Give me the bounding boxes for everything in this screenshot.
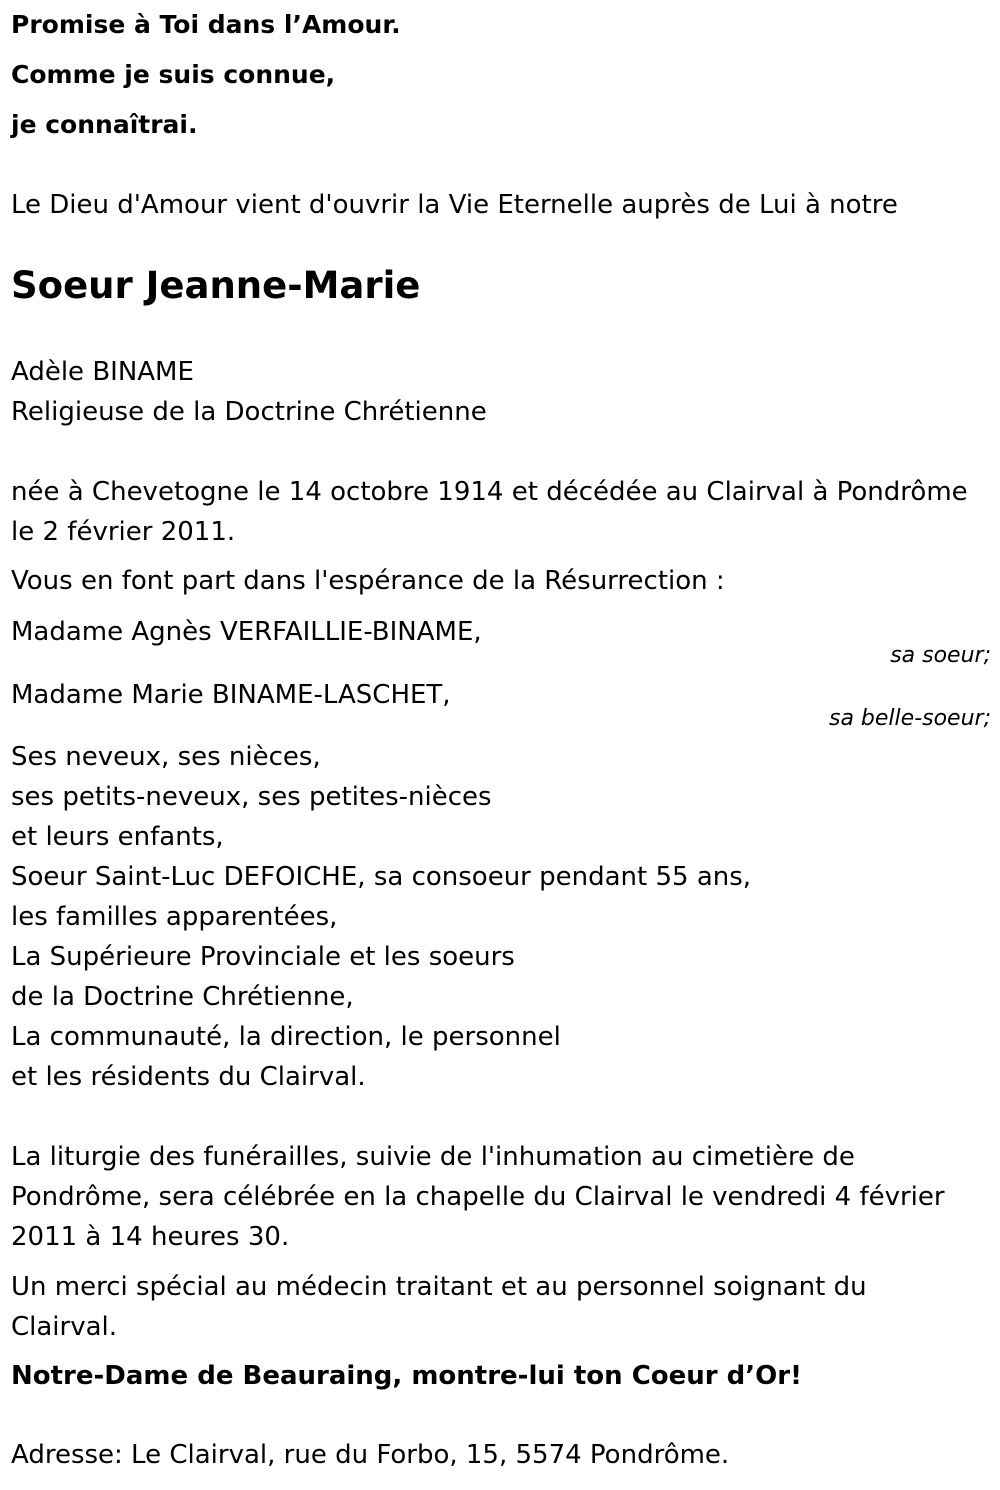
identity-block: [11, 352, 487, 432]
family-line: de la Doctrine Chrétienne,: [11, 982, 354, 1012]
relative-entry: [11, 612, 991, 668]
opening-verse: [11, 0, 401, 150]
birth-death-block: [11, 472, 968, 552]
family-line: La Supérieure Provinciale et les soeurs: [11, 942, 515, 972]
congregation: Religieuse de la Doctrine Chrétienne: [11, 397, 487, 427]
funeral-line: La liturgie des funérailles, suivie de l'inhumation au cimetière de: [11, 1142, 855, 1172]
civil-name: Adèle BINAME: [11, 357, 194, 387]
announcement-text: Vous en font part dans l'espérance de la Résurrection :: [11, 566, 725, 596]
family-line: les familles apparentées,: [11, 902, 338, 932]
family-line: et les résidents du Clairval.: [11, 1062, 366, 1092]
family-list: [11, 737, 751, 1097]
family-line: La communauté, la direction, le personnel: [11, 1022, 561, 1052]
deceased-name: Soeur Jeanne-Marie: [11, 264, 421, 307]
funeral-line: Pondrôme, sera célébrée en la chapelle du Clairval le vendredi 4 février: [11, 1182, 945, 1212]
relative-relation: sa belle-soeur;: [829, 706, 991, 731]
relative-entry: [11, 675, 991, 731]
relative-name: Madame Marie BINAME-LASCHET,: [11, 680, 451, 710]
funeral-details: [11, 1137, 945, 1257]
relative-relation: sa soeur;: [890, 643, 991, 668]
thanks-line: Un merci spécial au médecin traitant et au personnel soignant du: [11, 1272, 867, 1302]
family-line: ses petits-neveux, ses petites-nièces: [11, 782, 492, 812]
address-line: Adresse: Le Clairval, rue du Forbo, 15, 5574 Pondrôme.: [11, 1440, 730, 1470]
birth-death-line: née à Chevetogne le 14 octobre 1914 et décédée au Clairval à Pondrôme: [11, 477, 968, 507]
intro-text: Le Dieu d'Amour vient d'ouvrir la Vie Eternelle auprès de Lui à notre: [11, 190, 898, 220]
birth-death-line: le 2 février 2011.: [11, 517, 236, 547]
funeral-line: 2011 à 14 heures 30.: [11, 1222, 290, 1252]
verse-line: je connaîtrai.: [11, 110, 198, 139]
closing-prayer: Notre-Dame de Beauraing, montre-lui ton Coeur d’Or!: [11, 1361, 802, 1391]
verse-line: Comme je suis connue,: [11, 60, 336, 89]
thanks-block: [11, 1267, 867, 1347]
thanks-line: Clairval.: [11, 1312, 118, 1342]
family-line: Ses neveux, ses nièces,: [11, 742, 321, 772]
family-line: Soeur Saint-Luc DEFOICHE, sa consoeur pendant 55 ans,: [11, 862, 752, 892]
family-line: et leurs enfants,: [11, 822, 224, 852]
relative-name: Madame Agnès VERFAILLIE-BINAME,: [11, 617, 482, 647]
verse-line: Promise à Toi dans l’Amour.: [11, 10, 401, 39]
